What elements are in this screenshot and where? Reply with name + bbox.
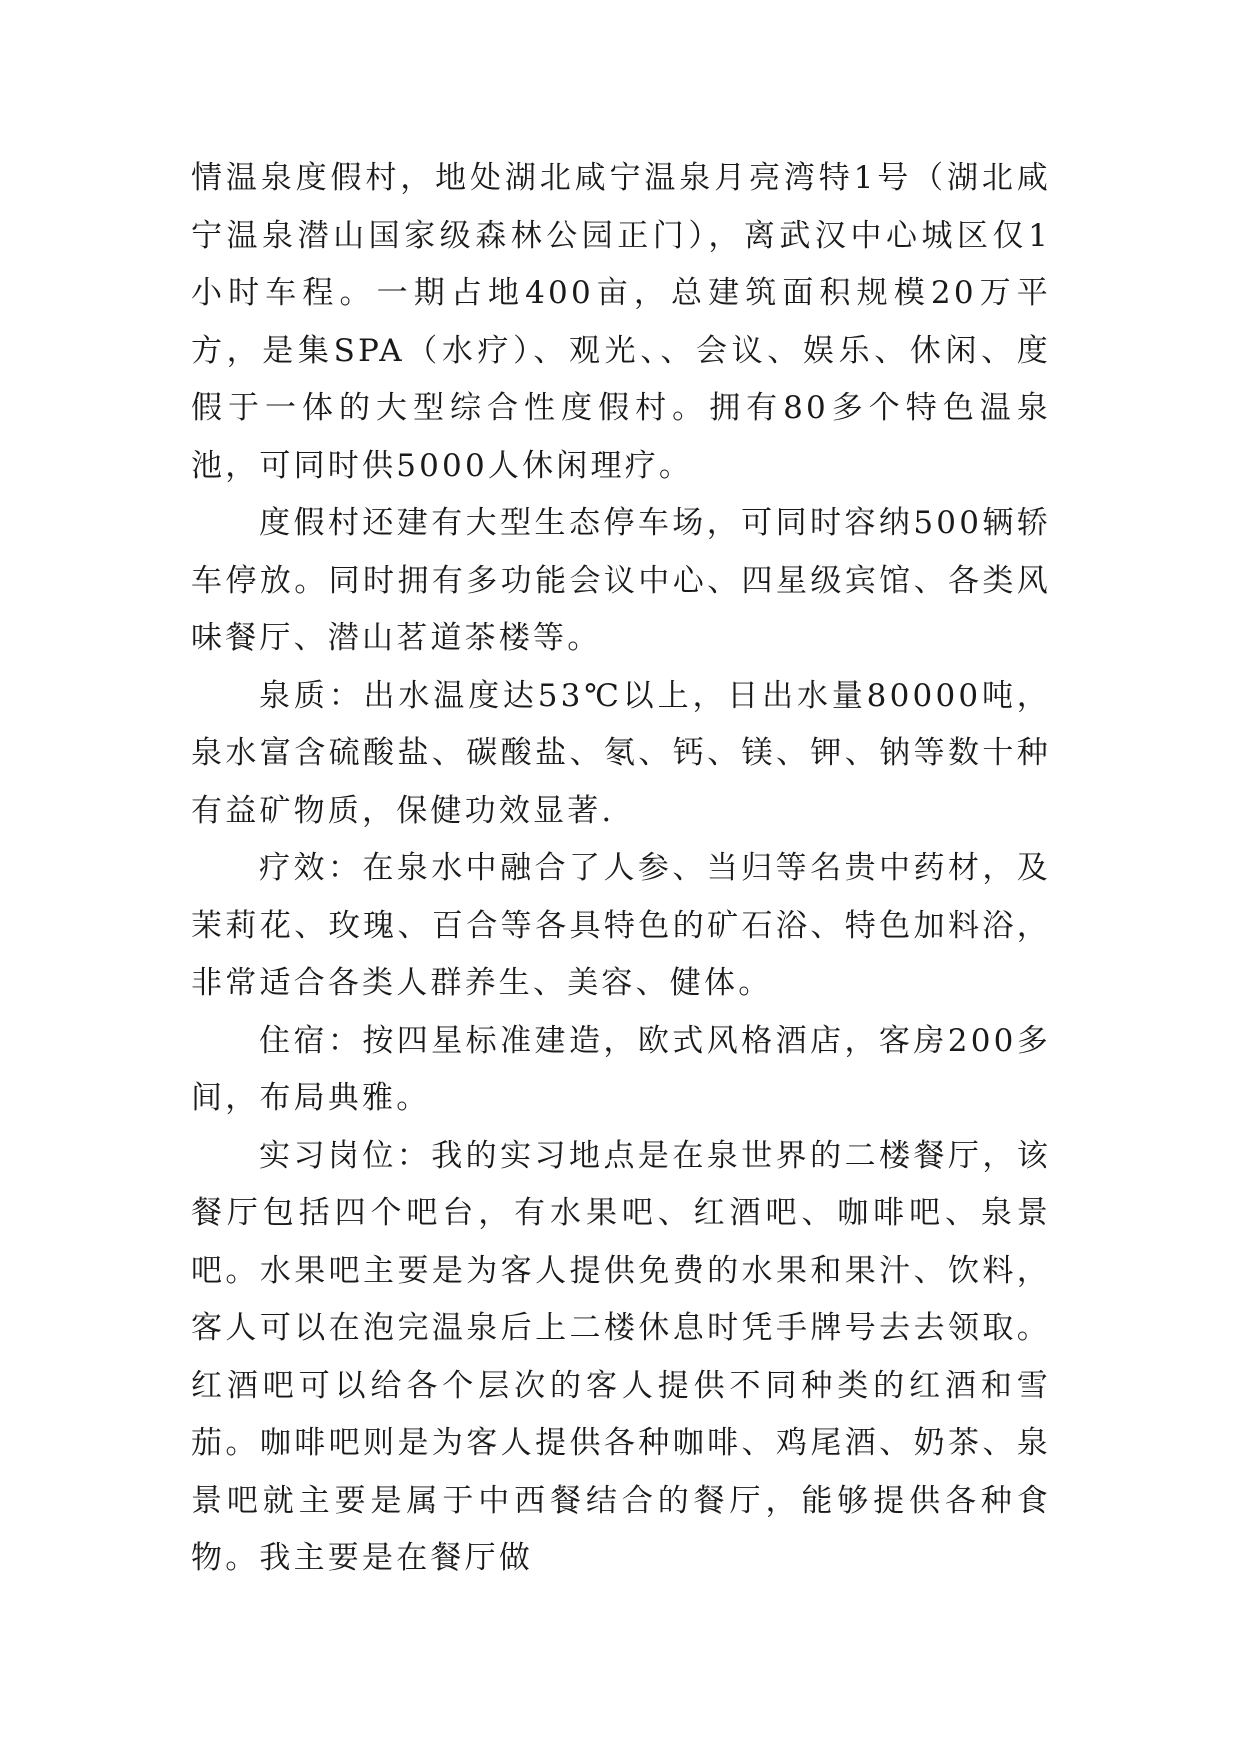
paragraph-accommodation: 住宿：按四星标准建造，欧式风格酒店，客房200多间，布局典雅。 xyxy=(191,1022,1051,1116)
paragraph-resort-intro: 情温泉度假村，地处湖北咸宁温泉月亮湾特1号（湖北咸宁温泉潜山国家级森林公园正门），离武汉中心城区仅1小时车程。一期占地400亩，总建筑面积规模20万平方，是集SPA（水疗）、观光、、会议、娱乐、休闲、度假于一体的大型综合性度假村。拥有80多个特色温泉池，可同时供5000人休闲理疗。 xyxy=(191,160,1051,484)
paragraph-water-quality: 泉质：出水温度达53℃以上，日出水量80000吨，泉水富含硫酸盐、碳酸盐、氡、钙、镁、钾、钠等数十种有益矿物质，保健功效显著. xyxy=(191,677,1051,829)
paragraph-internship-position: 实习岗位：我的实习地点是在泉世界的二楼餐厅，该餐厅包括四个吧台，有水果吧、红酒吧、咖啡吧、泉景吧。水果吧主要是为客人提供免费的水果和果汁、饮料，客人可以在泡完温泉后上二楼休息时凭手牌号去去领取。红酒吧可以给各个层次的客人提供不同种类的红酒和雪茄。咖啡吧则是为客人提供各种咖啡、鸡尾酒、奶茶、泉景吧就主要是属于中西餐结合的餐厅，能够提供各种食物。我主要是在餐厅做 xyxy=(191,1137,1051,1576)
document-body xyxy=(191,150,1051,1588)
paragraph-therapy: 疗效：在泉水中融合了人参、当归等名贵中药材，及茉莉花、玫瑰、百合等各具特色的矿石浴、特色加料浴，非常适合各类人群养生、美容、健体。 xyxy=(191,850,1051,1001)
paragraph-facilities: 度假村还建有大型生态停车场，可同时容纳500辆轿车停放。同时拥有多功能会议中心、四星级宾馆、各类风味餐厅、潜山茗道茶楼等。 xyxy=(191,505,1051,656)
